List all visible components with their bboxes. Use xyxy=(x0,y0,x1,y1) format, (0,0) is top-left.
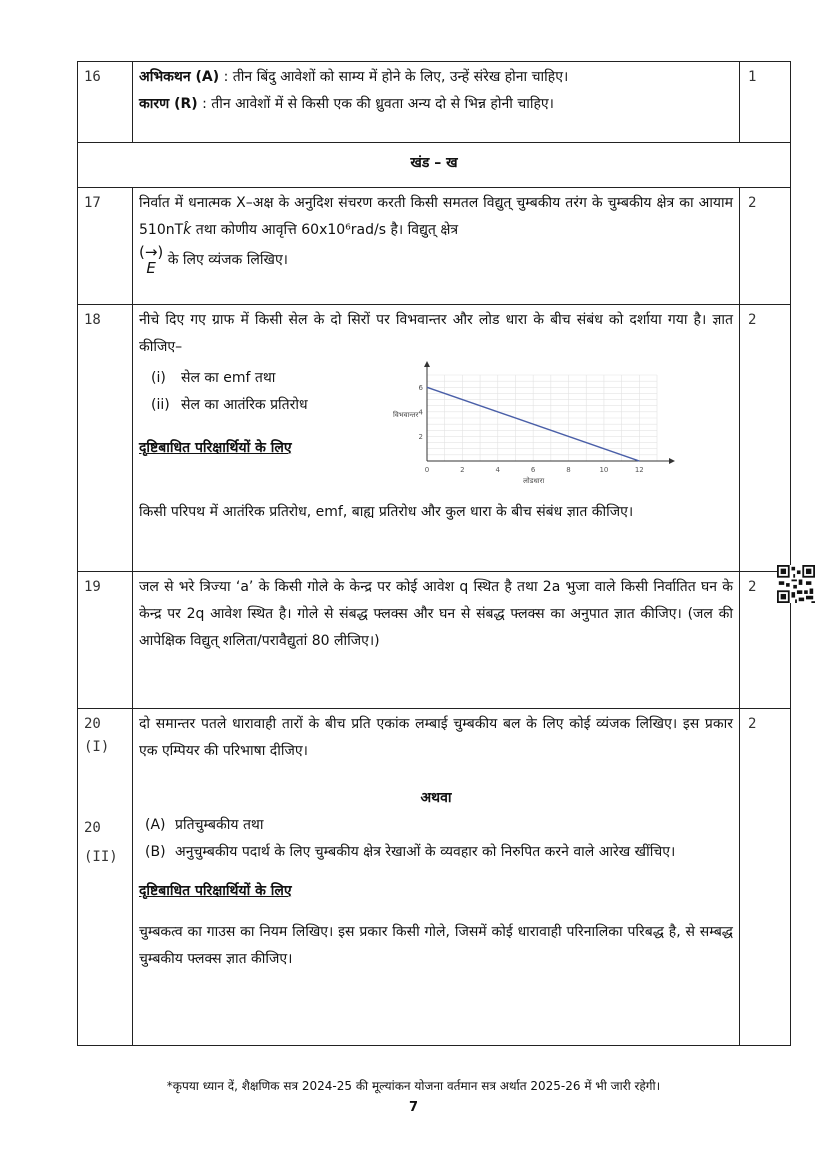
item-index: (B) xyxy=(145,844,166,860)
x-tick-label: 6 xyxy=(530,466,536,474)
vi-heading: दृष्टिबाधित परिक्षार्थियों के लिए xyxy=(139,883,292,899)
x-tick-label: 8 xyxy=(566,466,571,474)
question-text: जल से भरे त्रिज्या ‘a’ के किसी गोले के केन्द्र पर कोई आवेश q स्थित है तथा 2a भुजा वाले किसी निर्वातित घन के केन्द्र पर 2q आवेश स्थित है। गोले से संबद्ध फ्लक्स और घन से संबद्ध फ्लक्स का अनुपात ज्ञात कीजिए। (जल की आपेक्षिक विद्युत् शलिता/परावैद्युतां 80 लीजिए।) xyxy=(133,572,740,709)
chart-ticks xyxy=(419,384,644,474)
marks: 1 xyxy=(740,62,791,143)
vi-text: किसी परिपथ में आतंरिक प्रतिरोध, emf, बाह्य प्रतिरोध और कुल धारा के बीच संबंध ज्ञात कीजिए। xyxy=(139,504,634,520)
x-tick-label: 4 xyxy=(495,466,501,474)
footer-note: *कृपया ध्यान दें, शैक्षणिक सत्र 2024-25 की मूल्यांकन योजना वर्तमान सत्र अर्थात 2025-26 में भी जारी रहेगी। xyxy=(166,1079,661,1093)
or-separator: अथवा xyxy=(420,790,452,806)
question-text xyxy=(133,709,740,1046)
assertion-label: अभिकथन (A) xyxy=(139,69,220,85)
question-number: 17 xyxy=(78,188,133,305)
marks: 2 xyxy=(740,572,791,709)
q17-text-2: तथा कोणीय आवृत्ति 60x10⁶rad/s है। विद्युत् क्षेत्र xyxy=(191,222,459,238)
section-row xyxy=(78,143,791,188)
item-text: अनुचुम्बकीय पदार्थ के लिए चुम्बकीय क्षेत्र रेखाओं के व्यवहार को निरुपित करने वाले आरेख खींचिए। xyxy=(175,844,676,860)
section-heading: खंड – ख xyxy=(78,143,791,188)
list-item xyxy=(139,392,399,419)
question-text xyxy=(133,188,740,305)
item-text: सेल का आतंरिक प्रतिरोध xyxy=(181,397,308,413)
item-index: (A) xyxy=(145,817,166,833)
q20-item-list xyxy=(145,812,733,866)
question-subpart-alt: (II) xyxy=(84,849,118,865)
x-tick-label: 0 xyxy=(424,466,430,474)
q18-intro xyxy=(139,307,733,361)
marks: 2 xyxy=(740,188,791,305)
question-row-18 xyxy=(78,305,791,572)
question-number: 20 xyxy=(84,716,101,732)
x-tick-label: 10 xyxy=(599,466,609,474)
question-text xyxy=(133,305,740,572)
question-number-alt: 20 xyxy=(84,820,101,836)
question-subpart: (I) xyxy=(84,739,110,755)
question-row-16 xyxy=(78,62,791,143)
list-item xyxy=(139,365,399,392)
x-tick-label: 12 xyxy=(634,466,644,474)
y-tick-label: 2 xyxy=(418,432,423,441)
reason-text: : तीन आवेशों में से किसी एक की ध्रुवता अन्य दो से भिन्न होनी चाहिए। xyxy=(202,96,554,112)
q18-left xyxy=(139,361,399,462)
marks: 2 xyxy=(740,709,791,1046)
item-index: (ii) xyxy=(151,397,170,413)
q17-text-3: के लिए व्यंजक लिखिए। xyxy=(163,252,288,268)
vi-graph xyxy=(387,355,687,485)
item-text: सेल का emf तथा xyxy=(181,370,276,386)
item-text: प्रतिचुम्बकीय तथा xyxy=(175,817,264,833)
question-table xyxy=(77,61,791,1046)
q18-intro-text: नीचे दिए गए ग्राफ में किसी सेल के दो सिरों पर विभवान्तर और लोड धारा के बीच संबंध को दर्शाया गया है। ज्ञात कीजिए– xyxy=(139,312,733,355)
y-tick-label: 6 xyxy=(418,383,423,392)
vi-text: चुम्बकत्व का गाउस का नियम लिखिए। इस प्रकार किसी गोले, जिसमें कोई धारावाही परिनालिका परिबद्ध है, से सम्बद्ध चुम्बकीय फ्लक्स ज्ञात कीजिए। xyxy=(139,924,733,967)
y-tick-label: 4 xyxy=(418,408,423,417)
question-number: 18 xyxy=(78,305,133,572)
vector-symbol: E xyxy=(146,259,156,277)
question-row-20 xyxy=(78,709,791,1046)
q20-part-i: दो समान्तर पतले धारावाही तारों के बीच प्रति एकांक लम्बाई चुम्बकीय बल के लिए कोई व्यंजक लिखिए। इस प्रकार एक एम्पियर की परिभाषा दीजिए। xyxy=(139,716,733,759)
item-index: (i) xyxy=(151,370,166,386)
chart-ylabel: विभवान्तर xyxy=(393,410,419,419)
marks: 2 xyxy=(740,305,791,572)
list-item xyxy=(145,812,733,839)
vector-arrow: (→) xyxy=(139,243,164,261)
list-item xyxy=(145,839,733,866)
assertion-text: : तीन बिंदु आवेशों को साम्य में होने के लिए, उन्हें संरेख होना चाहिए। xyxy=(223,69,569,85)
y-axis-arrow xyxy=(424,361,430,367)
question-row-19 xyxy=(78,572,791,709)
question-number: 19 xyxy=(78,572,133,709)
assertion-line xyxy=(139,64,733,91)
q18-body xyxy=(139,361,733,491)
qr-code-icon xyxy=(777,565,815,603)
k-hat: k̂ xyxy=(183,222,192,238)
question-text xyxy=(133,62,740,143)
question-number: 16 xyxy=(78,62,133,143)
reason-label: कारण (R) xyxy=(139,96,198,112)
page-number: 7 xyxy=(408,1100,419,1115)
q18-item-list xyxy=(139,365,399,419)
chart-grid xyxy=(427,375,657,461)
chart-xlabel: लोडधारा xyxy=(523,477,545,485)
x-axis-arrow xyxy=(669,458,675,464)
vector-e xyxy=(139,244,163,276)
x-tick-label: 2 xyxy=(460,466,465,474)
q17-text-1: निर्वात में धनात्मक X–अक्ष के अनुदिश संचरण करती किसी समतल विद्युत् चुम्बकीय तरंग के चुम्बकीय क्षेत्र का आयाम 510nT xyxy=(139,195,733,238)
vi-heading: दृष्टिबाधित परिक्षार्थियों के लिए xyxy=(139,440,292,456)
question-row-17 xyxy=(78,188,791,305)
question-number-cell xyxy=(78,709,133,1046)
reason-line xyxy=(139,91,733,118)
